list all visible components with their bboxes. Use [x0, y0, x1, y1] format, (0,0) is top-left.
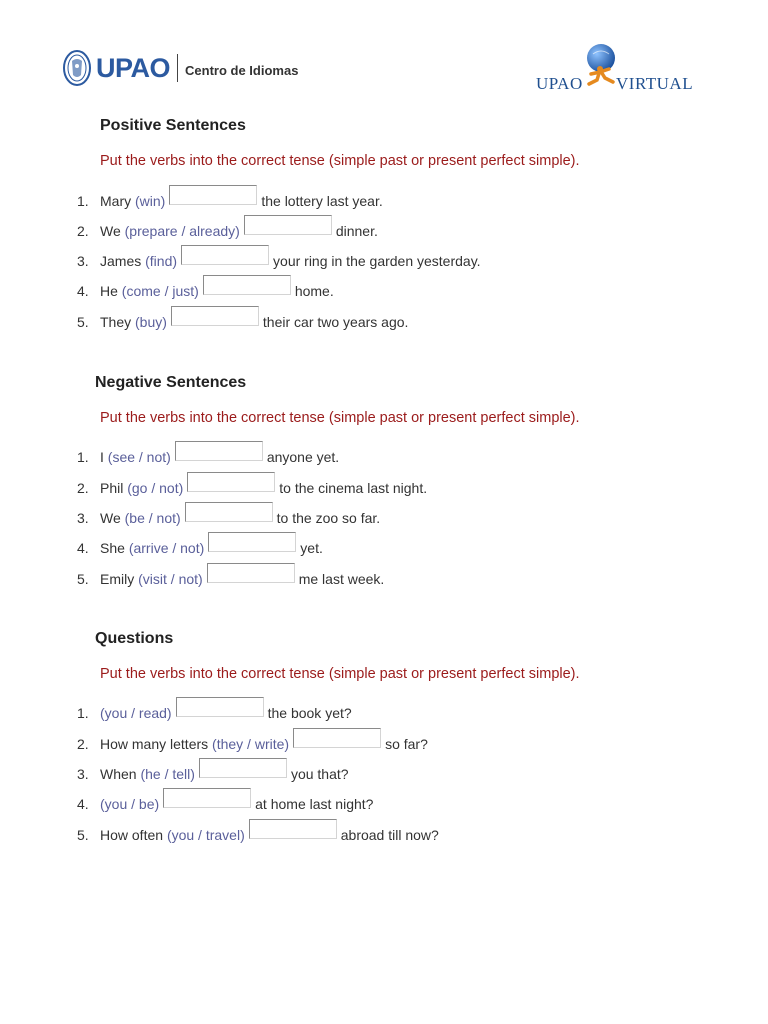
item-text-after: abroad till now? — [340, 827, 439, 843]
item-text-after: so far? — [385, 736, 428, 752]
verb-hint: (they / write) — [212, 736, 290, 752]
item-line — [100, 472, 427, 496]
answer-input[interactable] — [163, 788, 251, 808]
item-text-after: yet. — [300, 540, 323, 556]
item-line — [100, 788, 373, 812]
answer-input[interactable] — [176, 697, 264, 717]
section-title: Positive Sentences — [100, 117, 246, 134]
item-line — [100, 275, 334, 299]
item-text-before: James — [100, 253, 146, 269]
item-text-before: She — [100, 540, 129, 556]
verb-hint: (he / tell) — [140, 766, 195, 782]
item-number: 2. — [77, 223, 89, 239]
verb-hint: (win) — [135, 193, 166, 209]
answer-input[interactable] — [203, 275, 291, 295]
item-line — [100, 819, 439, 843]
item-text-after: anyone yet. — [266, 449, 340, 465]
answer-input[interactable] — [249, 819, 337, 839]
item-text-before: How many letters — [100, 736, 213, 752]
item-text-after: to the zoo so far. — [276, 510, 381, 526]
item-text-before: How often — [100, 827, 167, 843]
item-line — [100, 563, 384, 587]
verb-hint: (you / read) — [100, 705, 172, 721]
item-text-after: at home last night? — [255, 796, 374, 812]
upao-virtual-logo — [535, 40, 695, 98]
verb-hint: (come / just) — [121, 283, 199, 299]
item-text-after: home. — [294, 283, 334, 299]
item-number: 2. — [77, 736, 89, 752]
item-line — [100, 441, 339, 465]
item-number: 3. — [77, 510, 89, 526]
item-line — [100, 532, 323, 556]
answer-input[interactable] — [171, 306, 259, 326]
answer-input[interactable] — [169, 185, 257, 205]
item-text-before: Phil — [100, 480, 128, 496]
item-number: 5. — [77, 827, 89, 843]
answer-input[interactable] — [185, 502, 273, 522]
item-line — [100, 306, 408, 330]
item-text-after: you that? — [290, 766, 349, 782]
item-number: 3. — [77, 253, 89, 269]
verb-hint: (be / not) — [124, 510, 181, 526]
verb-hint: (go / not) — [127, 480, 184, 496]
upao-centro-logo — [62, 44, 298, 92]
answer-input[interactable] — [187, 472, 275, 492]
item-number: 5. — [77, 314, 89, 330]
item-line — [100, 185, 383, 209]
answer-input[interactable] — [181, 245, 269, 265]
item-text-before: Emily — [100, 571, 139, 587]
globe-runner-icon — [583, 42, 619, 94]
verb-hint: (buy) — [135, 314, 167, 330]
item-number: 4. — [77, 540, 89, 556]
item-text-before: When — [100, 766, 141, 782]
instruction-text: Put the verbs into the correct tense (simple past or present perfect simple). — [100, 153, 580, 169]
item-line — [100, 697, 352, 721]
upao-logo-text: UPAO — [96, 52, 171, 83]
upao-virtual-left-text: UPAO — [536, 74, 583, 93]
item-text-after: their car two years ago. — [262, 314, 409, 330]
instruction-text: Put the verbs into the correct tense (simple past or present perfect simple). — [100, 666, 580, 682]
verb-hint: (visit / not) — [138, 571, 203, 587]
item-number: 4. — [77, 283, 89, 299]
upao-virtual-right-text: VIRTUAL — [616, 74, 694, 93]
item-text-after: the book yet? — [267, 705, 352, 721]
answer-input[interactable] — [208, 532, 296, 552]
answer-input[interactable] — [293, 728, 381, 748]
item-text-before: Mary — [100, 193, 135, 209]
item-number: 1. — [77, 705, 89, 721]
centro-idiomas-label: Centro de Idiomas — [185, 62, 299, 78]
item-text-after: the lottery last year. — [261, 193, 383, 209]
section-title: Questions — [95, 630, 174, 647]
section-title: Negative Sentences — [95, 374, 247, 391]
item-text-after: dinner. — [335, 223, 378, 239]
item-number: 5. — [77, 571, 89, 587]
item-number: 4. — [77, 796, 89, 812]
item-text-after: me last week. — [298, 571, 385, 587]
item-line — [100, 215, 378, 239]
item-line — [100, 728, 428, 752]
item-number: 2. — [77, 480, 89, 496]
item-text-before: We — [100, 510, 125, 526]
verb-hint: (see / not) — [107, 449, 171, 465]
upao-seal-icon — [62, 49, 92, 87]
verb-hint: (you / be) — [100, 796, 160, 812]
header-divider — [177, 54, 178, 82]
item-text-before: I — [100, 449, 108, 465]
verb-hint: (you / travel) — [166, 827, 245, 843]
item-text-before: He — [100, 283, 122, 299]
item-text-after: your ring in the garden yesterday. — [273, 253, 481, 269]
answer-input[interactable] — [207, 563, 295, 583]
item-line — [100, 502, 380, 526]
verb-hint: (prepare / already) — [124, 223, 240, 239]
item-line — [100, 245, 481, 269]
item-text-before: We — [100, 223, 125, 239]
verb-hint: (find) — [145, 253, 178, 269]
item-text-before: They — [100, 314, 136, 330]
verb-hint: (arrive / not) — [128, 540, 205, 556]
item-number: 3. — [77, 766, 89, 782]
answer-input[interactable] — [199, 758, 287, 778]
answer-input[interactable] — [244, 215, 332, 235]
item-number: 1. — [77, 449, 89, 465]
instruction-text: Put the verbs into the correct tense (simple past or present perfect simple). — [100, 410, 580, 426]
item-text-after: to the cinema last night. — [279, 480, 428, 496]
answer-input[interactable] — [175, 441, 263, 461]
item-line — [100, 758, 349, 782]
item-number: 1. — [77, 193, 89, 209]
